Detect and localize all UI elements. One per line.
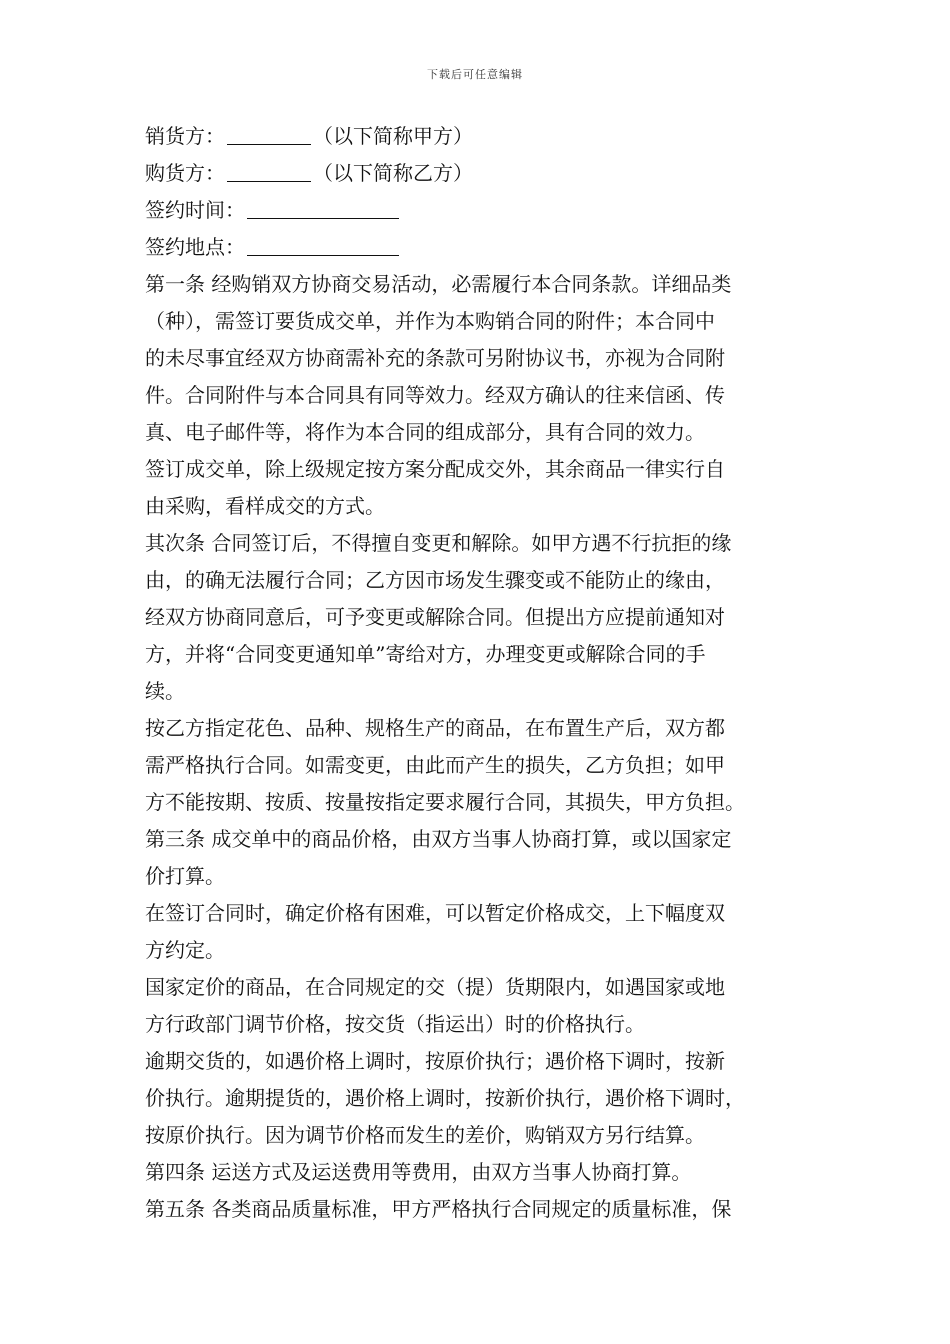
sign-place-blank [247,233,399,256]
text-line: 件。合同附件与本合同具有同等效力。经双方确认的往来信函、传 [145,383,725,407]
text-line: 方约定。 [145,938,225,962]
sign-time-label: 签约时间： [145,198,245,222]
text-line: 价打算。 [145,864,225,888]
text-line: 在签订合同时，确定价格有困难，可以暂定价格成交，上下幅度双 [145,901,725,925]
text-line: 的未尽事宜经双方协商需补充的条款可另附协议书，亦视为合同附 [145,346,725,370]
contract-body [145,118,825,1228]
text-line: 第三条 成交单中的商品价格，由双方当事人协商打算，或以国家定 [145,827,732,851]
seller-blank [227,122,311,145]
sign-time-blank [247,196,399,219]
text-line: 其次条 合同签订后，不得擅自变更和解除。如甲方遇不行抗拒的缘 [145,531,732,555]
buyer-note: （以下简称乙方） [313,161,473,185]
buyer-blank [227,159,311,182]
page-header: 下载后可任意编辑 [427,68,523,81]
text-line: 经双方协商同意后，可予变更或解除合同。但提出方应提前通知对 [145,605,725,629]
buyer-label: 购货方： [145,161,225,185]
sign-place-label: 签约地点： [145,235,245,259]
sign-place-line [145,229,825,266]
text-line: 国家定价的商品，在合同规定的交（提）货期限内，如遇国家或地 [145,975,725,999]
text-line: 方行政部门调节价格，按交货（指运出）时的价格执行。 [145,1012,645,1036]
text-line: 方，并将“合同变更通知单”寄给对方，办理变更或解除合同的手 [145,642,706,666]
text-line: 逾期交货的，如遇价格上调时，按原价执行；遇价格下调时，按新 [145,1049,725,1073]
text-line: 第四条 运送方式及运送费用等费用，由双方当事人协商打算。 [145,1160,692,1184]
text-line: 按原价执行。因为调节价格而发生的差价，购销双方另行结算。 [145,1123,705,1147]
buyer-line [145,155,825,192]
text-line: 第五条 各类商品质量标准，甲方严格执行合同规定的质量标准，保 [145,1197,732,1221]
seller-note: （以下简称甲方） [313,124,473,148]
text-line: 价执行。逾期提货的，遇价格上调时，按新价执行，遇价格下调时， [145,1086,745,1110]
text-line: 方不能按期、按质、按量按指定要求履行合同，其损失，甲方负担。 [145,790,745,814]
sign-time-line [145,192,825,229]
text-line: 由采购，看样成交的方式。 [145,494,385,518]
text-line: 需严格执行合同。如需变更，由此而产生的损失，乙方负担；如甲 [145,753,725,777]
text-line: 续。 [145,679,185,703]
text-line: 真、电子邮件等，将作为本合同的组成部分，具有合同的效力。 [145,420,705,444]
seller-line [145,118,825,155]
text-line: 第一条 经购销双方协商交易活动，必需履行本合同条款。详细品类 [145,272,732,296]
text-line: （种），需签订要货成交单，并作为本购销合同的附件；本合同中 [145,309,715,333]
seller-label: 销货方： [145,124,225,148]
text-line: 签订成交单，除上级规定按方案分配成交外，其余商品一律实行自 [145,457,725,481]
text-line: 按乙方指定花色、品种、规格生产的商品，在布置生产后，双方都 [145,716,725,740]
text-line: 由，的确无法履行合同；乙方因市场发生骤变或不能防止的缘由， [145,568,725,592]
